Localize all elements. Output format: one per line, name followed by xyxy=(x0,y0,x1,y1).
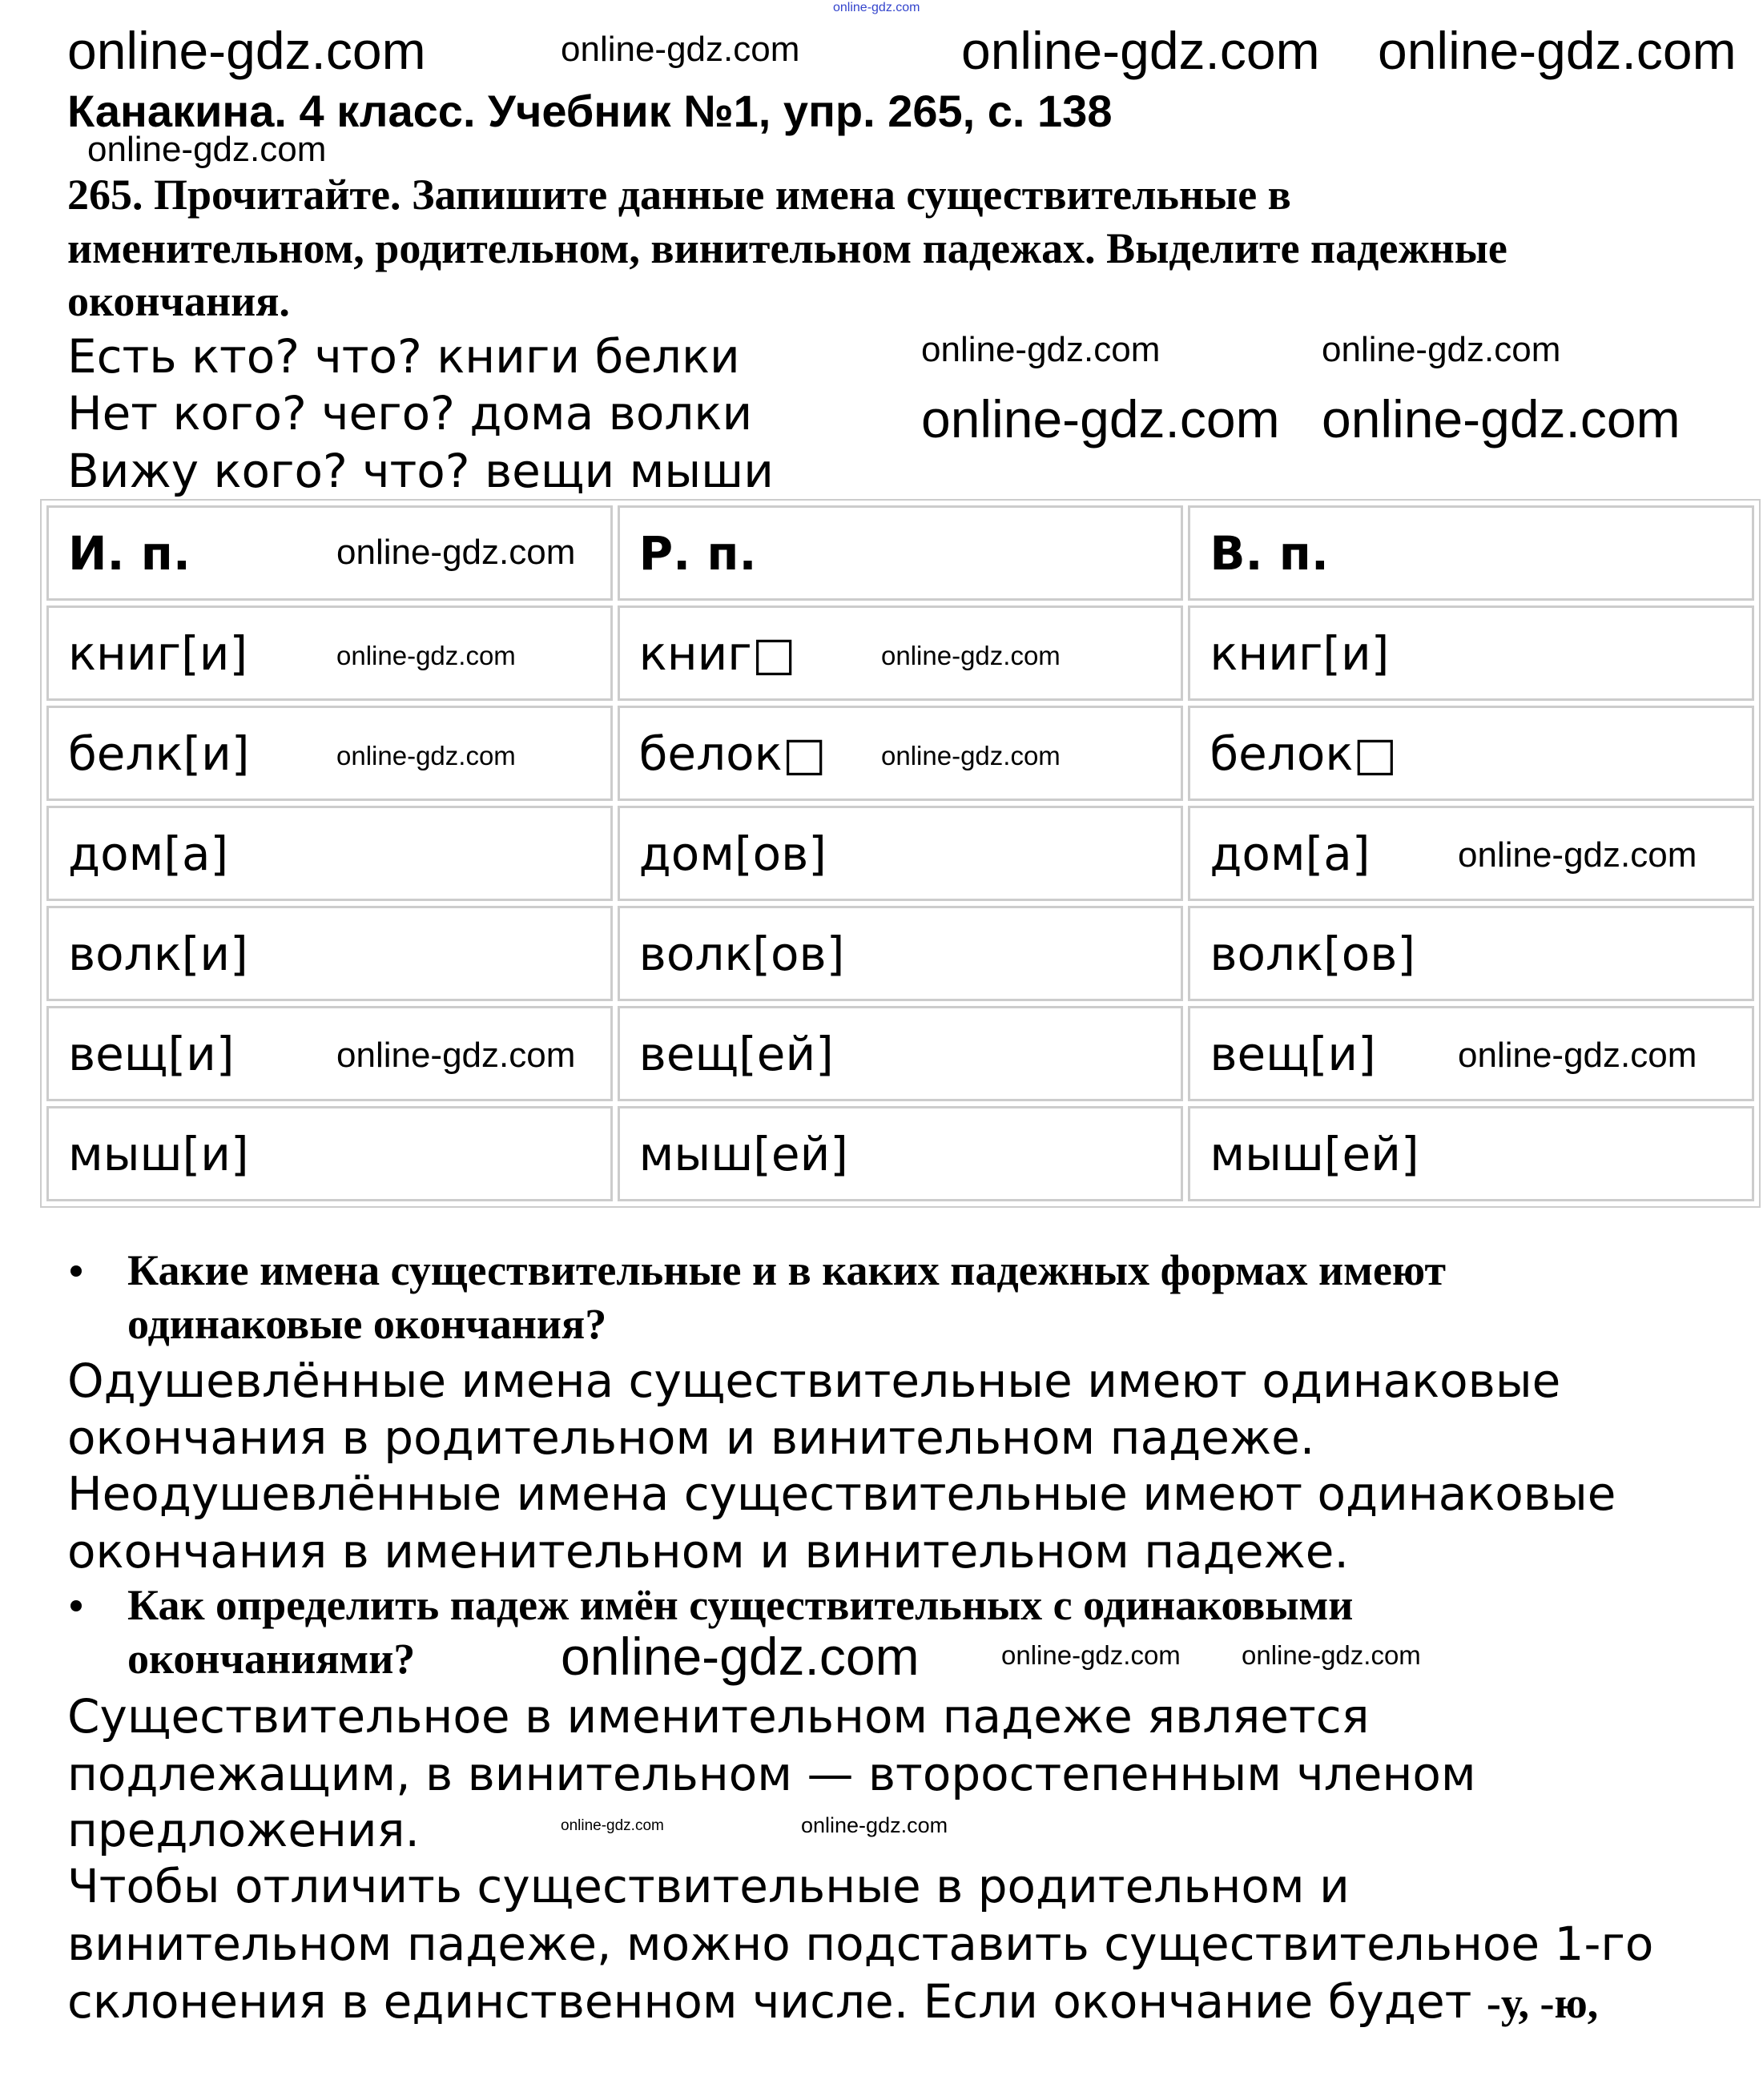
watermark: online-gdz.com xyxy=(67,21,426,80)
watermark: online-gdz.com xyxy=(801,1813,948,1837)
table-cell: вещ[и] xyxy=(46,1006,613,1101)
table-cell: книг□ xyxy=(618,605,1184,701)
header-nominative: И. п. xyxy=(46,505,613,601)
watermark: online-gdz.com xyxy=(561,30,800,69)
table-cell: дом[ов] xyxy=(618,806,1184,901)
table-cell: волк[ов] xyxy=(1188,906,1754,1001)
table-cell: белок□ xyxy=(1188,706,1754,801)
task-line: окончания. xyxy=(67,277,290,325)
question-line: одинаковые окончания? xyxy=(127,1300,607,1348)
table-cell: книг[и] xyxy=(46,605,613,701)
answer-line: Неодушевлённые имена существительные имеют одинаковые xyxy=(67,1466,1616,1521)
answer-line: окончания в родительном и винительном падеже. xyxy=(67,1410,1315,1465)
table-cell: вещ[и] xyxy=(1188,1006,1754,1101)
table-row xyxy=(46,906,1754,1001)
watermark: online-gdz.com xyxy=(1322,389,1680,449)
given-line: Есть кто? что? книги белки xyxy=(67,329,740,384)
table-cell: мыш[ей] xyxy=(1188,1106,1754,1201)
watermark: online-gdz.com xyxy=(336,1036,576,1075)
answer-line: подлежащим, в винительном — второстепенным членом xyxy=(67,1747,1476,1801)
answer-line: окончания в именительном и винительном падеже. xyxy=(67,1524,1349,1579)
answer-line: винительном падеже, можно подставить существительное 1-го xyxy=(67,1917,1654,1971)
table-cell: мыш[и] xyxy=(46,1106,613,1201)
watermark: online-gdz.com xyxy=(1378,21,1737,80)
answer-line xyxy=(67,1974,1598,2029)
watermark: online-gdz.com xyxy=(1458,1036,1697,1075)
watermark: online-gdz.com xyxy=(921,389,1280,449)
answer-line: Одушевлённые имена существительные имеют одинаковые xyxy=(67,1354,1561,1408)
answer-text: склонения в единственном числе. Если окончание будет xyxy=(67,1974,1487,2029)
question-line: Как определить падеж имён существительных с одинаковыми xyxy=(127,1581,1354,1629)
table-cell: дом[а] xyxy=(46,806,613,901)
given-line: Нет кого? чего? дома волки xyxy=(67,386,753,441)
watermark: online-gdz.com xyxy=(1322,330,1561,369)
table-cell: волк[ов] xyxy=(618,906,1184,1001)
answer-line: Чтобы отличить существительные в родительном и xyxy=(67,1859,1350,1913)
watermark: online-gdz.com xyxy=(336,641,516,670)
table-cell: книг[и] xyxy=(1188,605,1754,701)
table-cell: дом[а] xyxy=(1188,806,1754,901)
table-header-row xyxy=(46,505,1754,601)
watermark: online-gdz.com xyxy=(881,741,1061,770)
task-line: 265. Прочитайте. Запишите данные имена существительные в xyxy=(67,171,1291,219)
ending-highlight: -у, -ю, xyxy=(1486,1979,1599,2027)
watermark: online-gdz.com xyxy=(561,1817,664,1834)
watermark: online-gdz.com xyxy=(1458,835,1697,875)
table-cell: белк[и] xyxy=(46,706,613,801)
watermark: online-gdz.com xyxy=(336,741,516,770)
task-line: именительном, родительном, винительном падежах. Выделите падежные xyxy=(67,224,1507,272)
watermark: online-gdz.com xyxy=(561,1627,920,1686)
top-watermark: online-gdz.com xyxy=(833,1,920,14)
watermark: online-gdz.com xyxy=(1001,1640,1181,1670)
header-accusative: В. п. xyxy=(1188,505,1754,601)
watermark: online-gdz.com xyxy=(881,641,1061,670)
answer-line: Существительное в именительном падеже является xyxy=(67,1689,1370,1744)
question-line: Какие имена существительные и в каких падежных формах имеют xyxy=(127,1246,1446,1294)
page-title: Канакина. 4 класс. Учебник №1, упр. 265, с. 138 xyxy=(67,86,1113,136)
answer-line: предложения. xyxy=(67,1803,420,1857)
bullet-icon xyxy=(70,1600,82,1611)
question-line: окончаниями? xyxy=(127,1635,416,1683)
table-cell: белок□ xyxy=(618,706,1184,801)
table-row xyxy=(46,1106,1754,1201)
table-cell: мыш[ей] xyxy=(618,1106,1184,1201)
header-genitive: Р. п. xyxy=(618,505,1184,601)
bullet-icon xyxy=(70,1265,82,1277)
watermark: online-gdz.com xyxy=(921,330,1161,369)
given-line: Вижу кого? что? вещи мыши xyxy=(67,444,774,498)
watermark: online-gdz.com xyxy=(87,130,327,169)
table-cell: вещ[ей] xyxy=(618,1006,1184,1101)
watermark: online-gdz.com xyxy=(961,21,1320,80)
watermark: online-gdz.com xyxy=(336,533,576,572)
watermark: online-gdz.com xyxy=(1242,1640,1421,1670)
table-cell: волк[и] xyxy=(46,906,613,1001)
